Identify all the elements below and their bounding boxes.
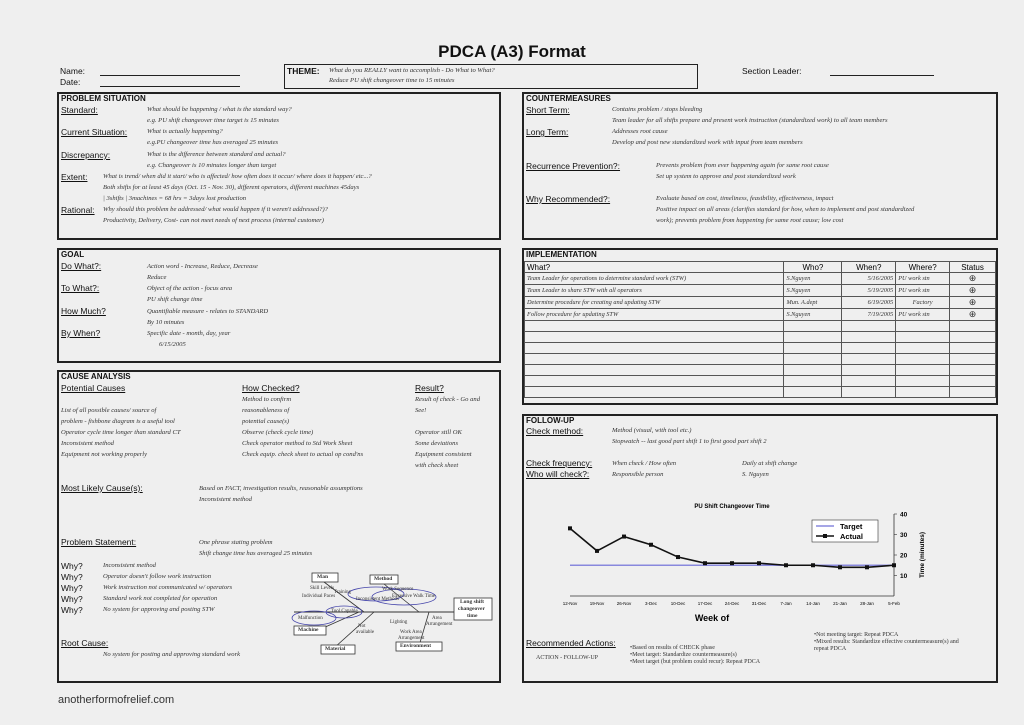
who-will-check-label: Who will check?:	[526, 469, 590, 479]
rec-mid-2: •Meet target: Standardize countermeasure(s)	[630, 652, 737, 658]
date-label: Date:	[60, 77, 81, 87]
rec-right-3: repeat PDCA	[814, 646, 847, 652]
row-where: PU work stn	[896, 273, 950, 285]
blank-row	[525, 365, 996, 376]
row-when: 5/16/2005	[842, 273, 896, 285]
blank-cell	[525, 332, 784, 343]
cause-col3-3: Operator still OK	[415, 429, 462, 436]
statement-line-2: Shift change time has averaged 25 minutes	[199, 550, 313, 557]
y-tick-label: 40	[900, 511, 908, 519]
status-icon: ⊕	[950, 273, 996, 285]
row-when: 5/19/2005	[842, 285, 896, 297]
y-tick-label: 20	[900, 552, 908, 560]
row-what: Follow procedure for updating STW	[525, 309, 784, 321]
most-likely-cause-label: Most Likely Cause(s):	[61, 483, 143, 493]
by-when-line-2: 6/15/2005	[159, 341, 186, 348]
implementation-heading: IMPLEMENTATION	[526, 250, 597, 259]
to-what-line-2: PU shift change time	[147, 296, 203, 303]
check-frequency-label: Check frequency:	[526, 458, 593, 468]
extent-line-1: What is trend/ when did it start/ who is affected/ how often does it occur/ where does it happen/ etc...?	[103, 173, 372, 180]
cause-col1-1: problem - fishbone diagram is a useful tool	[61, 418, 175, 425]
blank-cell	[896, 354, 950, 365]
fishbone-man: Man	[317, 574, 328, 580]
status-icon: ⊕	[950, 297, 996, 309]
fishbone-environment: Environment	[400, 643, 432, 649]
row-what: Team Leader to share STW with all operators	[525, 285, 784, 297]
section-leader-field-line[interactable]	[830, 75, 934, 76]
actual-point	[892, 563, 896, 567]
status-icon: ⊕	[950, 285, 996, 297]
do-what-line-2: Reduce	[147, 274, 167, 281]
section-leader-label: Section Leader:	[742, 66, 802, 76]
blank-row	[525, 332, 996, 343]
actual-point	[865, 565, 869, 569]
row-where: PU work stn	[896, 285, 950, 297]
actual-point	[595, 549, 599, 553]
table-row	[525, 297, 996, 309]
table-row	[525, 273, 996, 285]
blank-cell	[525, 376, 784, 387]
name-label: Name:	[60, 66, 86, 76]
fishbone-effect-1: Long shift	[460, 599, 484, 605]
check-method-line-2: Stopwatch -- last good part shift 1 to first good part shift 2	[612, 438, 767, 445]
statement-line-1: One phrase stating problem	[199, 539, 273, 546]
how-checked-label: How Checked?	[242, 383, 300, 393]
x-tick-label: 12-Nov	[562, 601, 578, 606]
fishbone-en1: Lighting	[390, 620, 408, 625]
cause-col2-0: Method to confirm	[242, 396, 292, 403]
fishbone-en3: Arrangement	[426, 622, 453, 627]
blank-cell	[896, 376, 950, 387]
fishbone-m3: Training	[334, 590, 352, 595]
status-icon: ⊕	[950, 309, 996, 321]
blank-cell	[784, 376, 842, 387]
y-tick-label: 10	[900, 573, 908, 580]
blank-cell	[950, 376, 996, 387]
cause-col3-0: Result of check - Go and	[415, 396, 481, 403]
legend-label-actual: Actual	[840, 532, 863, 541]
page-title: PDCA (A3) Format	[438, 42, 586, 61]
blank-cell	[950, 332, 996, 343]
blank-cell	[784, 332, 842, 343]
cause-col2-1: reasonableness of	[242, 407, 290, 414]
cause-col2-5: Check equip. check sheet to actual op cond'ns	[242, 451, 364, 458]
actual-point	[784, 563, 788, 567]
fishbone-material: Material	[325, 646, 346, 652]
blank-cell	[896, 332, 950, 343]
discrepancy-line-2: e.g. Changeover is 10 minutes longer than target	[147, 162, 277, 169]
fishbone-m1: Skill Levels	[310, 586, 335, 591]
watermark-text: anotherformofrelief.com	[58, 694, 175, 706]
fishbone-en4: Work Area	[400, 630, 422, 635]
recommended-actions-label: Recommended Actions:	[526, 638, 616, 648]
current-line-1: What is actually happening?	[147, 128, 223, 135]
fishbone-effect-2: changeover	[458, 606, 485, 612]
why-label-2: Why?	[61, 572, 83, 582]
recurrence-line-2: Set up system to approve and post standardized work	[656, 173, 796, 180]
by-when-line-1: Specific date - month, day, year	[147, 330, 231, 337]
how-much-line-1: Quantifiable measure - relates to STANDARD	[147, 308, 269, 315]
actual-point	[649, 543, 653, 547]
row-what: Determine procedure for creating and updating STW	[525, 297, 784, 309]
cause-col3-6: with check sheet	[415, 462, 459, 469]
actual-point	[757, 561, 761, 565]
col-status: Status	[950, 262, 996, 273]
result-label: Result?	[415, 383, 444, 393]
blank-cell	[950, 321, 996, 332]
col-when: When?	[842, 262, 896, 273]
cause-col1-4: Equipment not working properly	[61, 451, 148, 458]
current-line-2: e.g.PU changeover time has averaged 25 minutes	[147, 139, 279, 146]
blank-cell	[842, 332, 896, 343]
extent-line-3: | 3shifts | 3machines = 68 hrs = 3days lost production	[103, 195, 247, 202]
date-field-line[interactable]	[100, 86, 240, 87]
row-when: 6/19/2005	[842, 297, 896, 309]
blank-cell	[896, 321, 950, 332]
blank-cell	[784, 321, 842, 332]
rec-mid-3: •Meet target (but problem could recur): Repeat PDCA	[630, 659, 761, 665]
blank-cell	[842, 354, 896, 365]
fishbone-ma2: Malfunction	[298, 616, 323, 621]
fishbone-mat2: available	[356, 630, 375, 635]
blank-cell	[950, 387, 996, 398]
theme-label: THEME:	[287, 66, 320, 76]
rational-label: Rational:	[61, 205, 95, 215]
why-answer-4: Standard work not completed for operation	[103, 595, 218, 602]
check-frequency-line-1: When check / How often	[612, 460, 677, 467]
fishbone-me3: Inconsistent Methods	[356, 597, 399, 602]
long-term-label: Long Term:	[526, 127, 569, 137]
chart-svg	[544, 502, 944, 632]
x-tick-label: 5-Feb	[888, 601, 900, 606]
actual-point	[568, 526, 572, 530]
actual-point	[703, 561, 707, 565]
implementation-box	[522, 248, 998, 405]
recurrence-line-1: Prevents problem from ever happening again for same root cause	[656, 162, 829, 169]
theme-box	[284, 64, 698, 89]
discrepancy-label: Discrepancy:	[61, 150, 111, 160]
why-label-3: Why?	[61, 583, 83, 593]
fishbone-en5: Arrangement	[398, 636, 425, 641]
cause-col2-3: Observe (check cycle time)	[242, 429, 314, 436]
cause-col1-3: Inconsistent method	[61, 440, 114, 447]
blank-cell	[950, 343, 996, 354]
x-tick-label: 17-Dec	[697, 601, 713, 606]
problem-statement-label: Problem Statement:	[61, 537, 137, 547]
row-who: S.Nguyen	[784, 309, 842, 321]
why-answer-5: No system for approving and posting STW	[103, 606, 215, 613]
implementation-table	[524, 261, 996, 398]
fishbone-method: Method	[374, 576, 393, 582]
blank-cell	[896, 365, 950, 376]
table-row	[525, 285, 996, 297]
x-tick-label: 10-Dec	[670, 601, 686, 606]
root-cause-line-1: No system for posting and approving standard work	[103, 651, 241, 658]
blank-cell	[842, 387, 896, 398]
why-label-1: Why?	[61, 561, 83, 571]
row-who: S.Nguyen	[784, 273, 842, 285]
x-tick-label: 7-Jan	[780, 601, 792, 606]
by-when-label: By When?	[61, 328, 101, 338]
y-axis-label: Time (minutes)	[919, 531, 926, 579]
follow-up-box	[522, 414, 998, 683]
how-much-line-2: By 10 minutes	[147, 319, 185, 326]
why-recommended-label: Why Recommended?:	[526, 194, 611, 204]
who-will-check-line-2: S. Nguyen	[742, 471, 769, 478]
row-where: PU work stn	[896, 309, 950, 321]
why-label-4: Why?	[61, 594, 83, 604]
rational-line-1: Why should this problem be addressed/ what would happen if it weren't addressed?)?	[103, 206, 328, 213]
x-tick-label: 31-Dec	[751, 601, 767, 606]
do-what-label: Do What?:	[61, 261, 102, 271]
actual-point	[622, 535, 626, 539]
blank-cell	[784, 343, 842, 354]
long-term-line-1: Addresses root cause	[612, 128, 668, 135]
short-term-line-1: Contains problem / stops bleeding	[612, 106, 703, 113]
how-much-label: How Much?	[61, 306, 106, 316]
root-cause-label: Root Cause:	[61, 638, 109, 648]
extent-line-2: Both shifts for at least 45 days (Oct. 15 - Nov. 30), different operators, different machines 45days	[103, 184, 360, 191]
blank-cell	[950, 365, 996, 376]
problem-heading: PROBLEM SITUATION	[61, 94, 146, 103]
blank-cell	[896, 387, 950, 398]
blank-row	[525, 354, 996, 365]
standard-label: Standard:	[61, 105, 98, 115]
do-what-line-1: Action word - Increase, Reduce, Decrease	[147, 263, 258, 270]
implementation-blank-rows	[525, 321, 996, 398]
row-when: 7/19/2005	[842, 309, 896, 321]
blank-cell	[525, 321, 784, 332]
fishbone-ma1: Tool Capable	[331, 609, 358, 614]
to-what-line-1: Object of the action - focus area	[147, 285, 233, 292]
goal-heading: GOAL	[61, 250, 85, 259]
blank-cell	[842, 343, 896, 354]
x-tick-label: 26-Nov	[616, 601, 632, 606]
actual-point	[730, 561, 734, 565]
cause-col2-4: Check operator method to Std Work Sheet	[242, 440, 353, 447]
blank-cell	[525, 343, 784, 354]
why-answer-3: Work instruction not communicated w/ operators	[103, 584, 233, 591]
cause-col1-0: List of all possible causes/ source of	[61, 407, 157, 414]
actual-point	[676, 555, 680, 559]
x-tick-label: 28-Jan	[860, 601, 874, 606]
blank-row	[525, 387, 996, 398]
current-situation-label: Current Situation:	[61, 127, 128, 137]
cause-col3-4: Some deviations	[415, 440, 459, 447]
blank-cell	[525, 354, 784, 365]
x-tick-label: 21-Jan	[833, 601, 847, 606]
why-answer-2: Operator doesn't follow work instruction	[103, 573, 212, 580]
blank-cell	[842, 321, 896, 332]
fishbone-diagram	[284, 568, 494, 660]
x-tick-label: 14-Jan	[806, 601, 820, 606]
fishbone-effect-3: time	[467, 613, 478, 619]
row-where: Factory	[896, 297, 950, 309]
row-what: Team Leader for operations to determine standard work (STW)	[525, 273, 784, 285]
blank-cell	[784, 387, 842, 398]
why-recommended-line-3: work); prevents problem from happening for same root cause; low cost	[656, 217, 844, 224]
why-answer-1: Inconsistent method	[103, 562, 156, 569]
check-frequency-line-2: Daily at shift change	[742, 460, 798, 467]
blank-cell	[950, 354, 996, 365]
why-recommended-line-1: Evaluate based on cost, timeliness, feasibility, effectiveness, impact	[656, 195, 834, 202]
fishbone-me1: Work Sequence	[382, 587, 414, 592]
theme-line-1: What do you REALLY want to accomplish - Do What to What?	[329, 67, 495, 74]
rational-line-2: Productivity, Delivery, Cost- can not meet needs of next process (internal customer)	[103, 217, 324, 224]
why-label-5: Why?	[61, 605, 83, 615]
x-tick-label: 24-Dec	[724, 601, 740, 606]
cause-col3-1: See!	[415, 407, 427, 414]
col-who: Who?	[784, 262, 842, 273]
y-tick-label: 30	[900, 532, 908, 539]
follow-up-heading: FOLLOW-UP	[526, 416, 575, 425]
action-follow-up-text: ACTION - FOLLOW-UP	[536, 655, 598, 661]
check-method-line-1: Method (visual, with tool etc.)	[612, 427, 692, 434]
to-what-label: To What?:	[61, 283, 100, 293]
theme-line-2: Reduce PU shift changeover time to 15 minutes	[329, 77, 455, 84]
blank-cell	[525, 365, 784, 376]
x-axis-label: Week of	[694, 613, 730, 623]
countermeasures-heading: COUNTERMEASURES	[526, 94, 611, 103]
legend-marker	[823, 534, 827, 538]
chart-title: PU Shift Changeover Time	[694, 504, 770, 510]
fishbone-m2: Individual Paces	[302, 594, 336, 599]
blank-cell	[784, 365, 842, 376]
potential-causes-label: Potential Causes	[61, 383, 126, 393]
cause-col1-2: Operator cycle time longer than standard CT	[61, 429, 181, 436]
short-term-line-2: Team leader for all shifts prepare and present work instruction (standardized work) to all team members	[612, 117, 888, 124]
name-field-line[interactable]	[100, 75, 240, 76]
table-row	[525, 309, 996, 321]
blank-cell	[896, 343, 950, 354]
why-recommended-line-2: Positive impact on all areas (clarifies standard for how, when to implement and post standardized	[656, 206, 915, 213]
blank-row	[525, 376, 996, 387]
rec-right-2: •Mixed results: Standardize effective countermeasure(s) and	[814, 639, 959, 645]
problem-situation-box	[57, 92, 501, 240]
fishbone-mat1: Not	[358, 624, 366, 629]
cause-heading: CAUSE ANALYSIS	[61, 372, 131, 381]
changeover-chart	[544, 502, 944, 632]
actual-point	[811, 563, 815, 567]
rec-mid-1: •Based on results of CHECK phase	[630, 645, 715, 651]
cause-analysis-box	[57, 370, 501, 683]
standard-line-1: What should be happening / what is the standard way?	[147, 106, 292, 113]
blank-row	[525, 343, 996, 354]
goal-box	[57, 248, 501, 363]
fishbone-machine: Machine	[298, 627, 319, 633]
blank-cell	[784, 354, 842, 365]
long-term-line-2: Develop and post new standardized work with input from team members	[612, 139, 803, 146]
cause-col3-5: Equipment consistent	[415, 451, 472, 458]
fishbone-me2: Excessive Walk Time	[392, 594, 436, 599]
countermeasures-box	[522, 92, 998, 240]
blank-cell	[525, 387, 784, 398]
likely-line-2: Inconsistent method	[199, 496, 252, 503]
blank-cell	[842, 376, 896, 387]
check-method-label: Check method:	[526, 426, 584, 436]
x-tick-label: 19-Nov	[589, 601, 605, 606]
likely-line-1: Based on FACT, investigation results, reasonable assumptions	[199, 485, 363, 492]
blank-cell	[842, 365, 896, 376]
row-who: Mun. A.dept	[784, 297, 842, 309]
col-what: What?	[525, 262, 784, 273]
who-will-check-line-1: Responsible person	[612, 471, 664, 478]
standard-line-2: e.g. PU shift changeover time target is 15 minutes	[147, 117, 279, 124]
fishbone-en2: Area	[432, 616, 442, 621]
col-where: Where?	[896, 262, 950, 273]
rec-right-1: •Not meeting target: Repeat PDCA	[814, 632, 899, 638]
x-tick-label: 3-Dec	[644, 601, 658, 606]
cause-col2-2: potential cause(s)	[242, 418, 290, 425]
short-term-label: Short Term:	[526, 105, 570, 115]
blank-row	[525, 321, 996, 332]
discrepancy-line-1: What is the difference between standard and actual?	[147, 151, 286, 158]
legend-label-target: Target	[840, 522, 863, 531]
recurrence-label: Recurrence Prevention?:	[526, 161, 621, 171]
extent-label: Extent:	[61, 172, 88, 182]
row-who: S.Nguyen	[784, 285, 842, 297]
implementation-header-row	[525, 262, 996, 273]
actual-point	[838, 565, 842, 569]
